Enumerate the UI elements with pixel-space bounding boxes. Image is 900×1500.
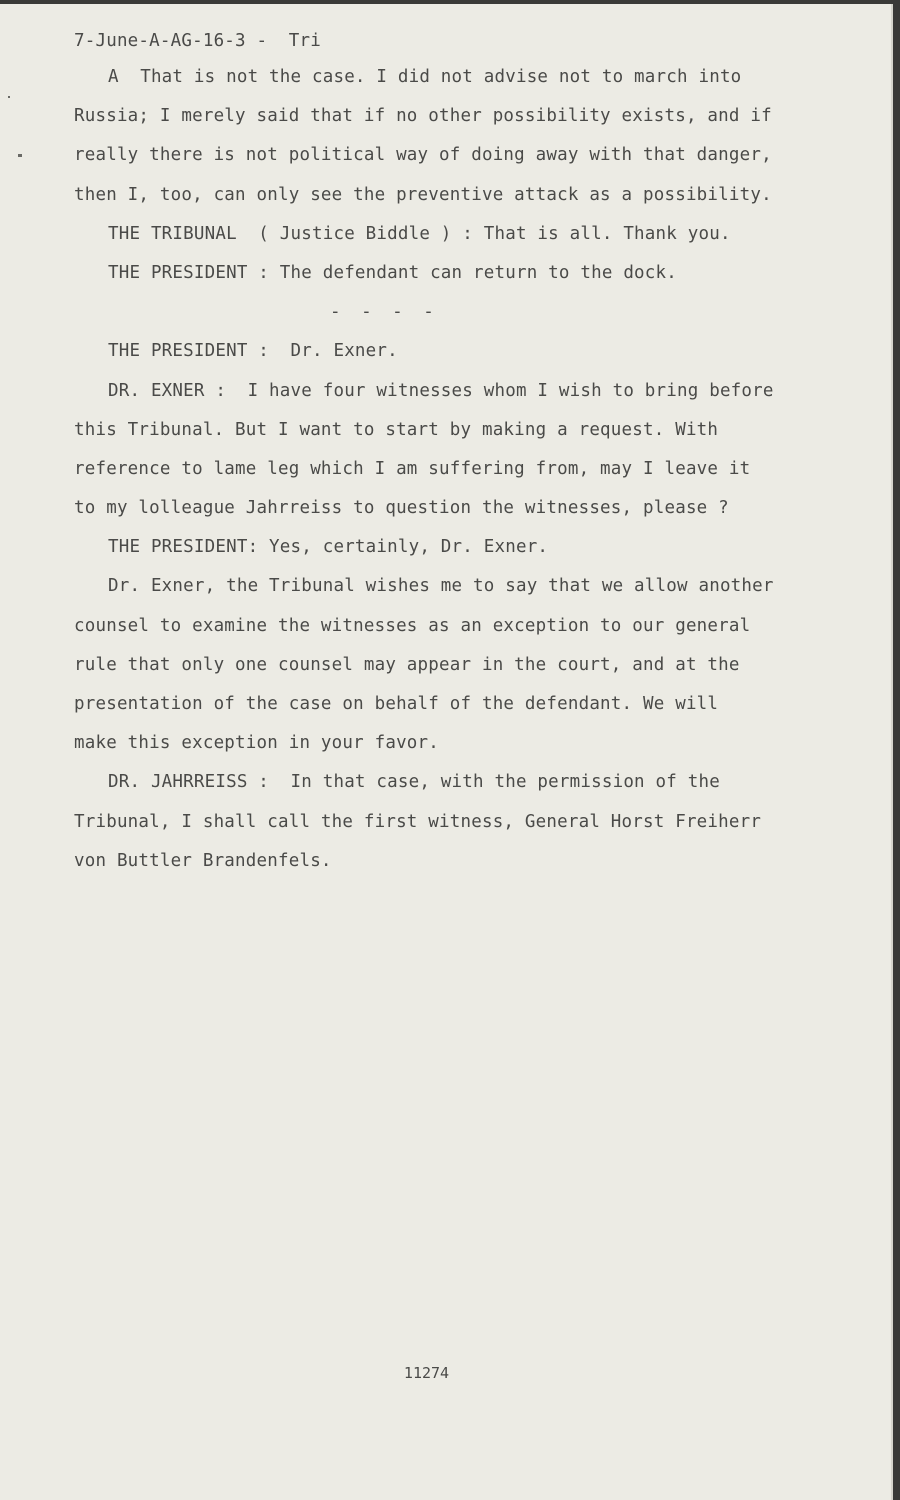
margin-mark [18, 154, 22, 157]
text-line: presentation of the case on behalf of the defendant. We will [74, 694, 719, 714]
text-line: von Buttler Brandenfels. [74, 850, 332, 871]
text-line: THE TRIBUNAL ( Justice Biddle ) : That is all. Thank you. [108, 223, 731, 244]
text-line: really there is not political way of doing away with that danger, [74, 145, 772, 166]
text-line: Dr. Exner, the Tribunal wishes me to say that we allow another [108, 576, 774, 597]
text-line: A That is not the case. I did not advise not to march into [108, 67, 742, 87]
text-line: THE PRESIDENT: Yes, certainly, Dr. Exner. [108, 537, 549, 558]
text-line: DR. EXNER : I have four witnesses whom I wish to bring before [108, 380, 774, 401]
text-line: reference to lame leg which I am suffering from, may I leave it [74, 458, 751, 479]
section-divider: - - - - [330, 302, 439, 323]
text-line: rule that only one counsel may appear in the court, and at the [74, 654, 740, 675]
text-line: THE PRESIDENT : The defendant can return to the dock. [108, 262, 678, 283]
text-line: then I, too, can only see the preventive attack as a possibility. [74, 184, 772, 205]
typed-text [74, 24, 844, 881]
text-line: DR. JAHRREISS : In that case, with the permission of the [108, 772, 720, 793]
text-line: Russia; I merely said that if no other possibility exists, and if [74, 106, 772, 127]
margin-mark [8, 96, 10, 98]
page-footer [0, 1364, 893, 1382]
page-header: 7-June-A-AG-16-3 - Tri [74, 31, 321, 51]
text-line: this Tribunal. But I want to start by making a request. With [74, 419, 719, 440]
text-line: to my lolleague Jahrreiss to question the witnesses, please ? [74, 498, 729, 519]
text-line: THE PRESIDENT : Dr. Exner. [108, 341, 398, 362]
text-line: make this exception in your favor. [74, 733, 440, 754]
text-line: Tribunal, I shall call the first witness, General Horst Freiherr [74, 811, 762, 832]
page-number: 11274 [403, 1364, 450, 1382]
text-line: counsel to examine the witnesses as an exception to our general [74, 615, 751, 636]
document-page [0, 4, 893, 1500]
